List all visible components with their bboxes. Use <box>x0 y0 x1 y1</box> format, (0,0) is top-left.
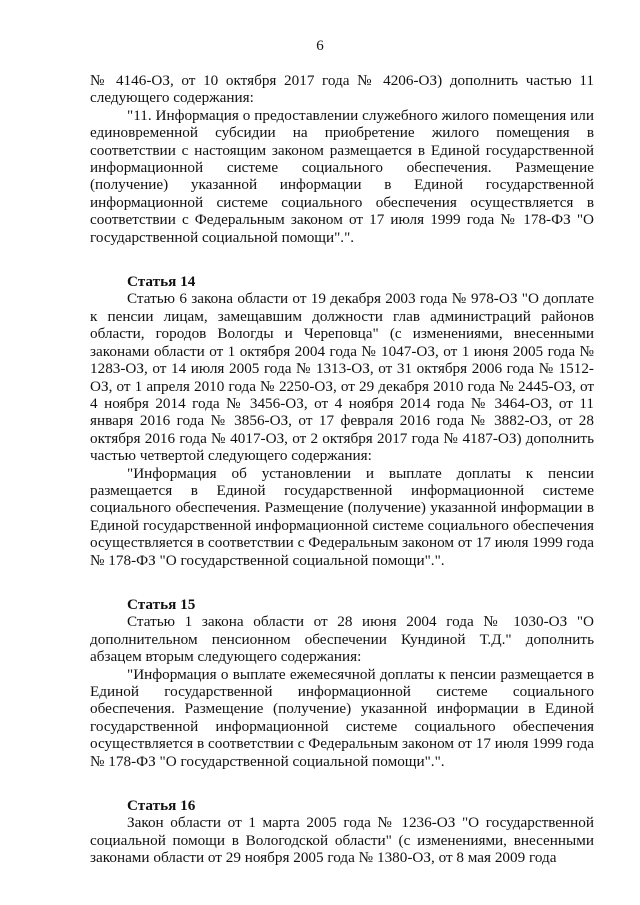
paragraph-quote-part-11: "11. Информация о предоставлении служебного жилого помещения или единовременной субсидии на приобретение жилого помещения в соответствии с настоящим законом размещается в Единой государственной информационной системе социального обеспечения. Размещение (получение) указанной информации в Единой государственной информационной системе социального обеспечения осуществляется в соответствии с Федеральным законом от 17 июля 1999 года № 178-ФЗ "О государственной социальной помощи".". <box>90 106 594 246</box>
article-16-body: Закон области от 1 марта 2005 года № 1236-ОЗ "О государственной социальной помощи в Вологодской области" (с изменениями, внесенными законами области от 29 ноября 2005 года № 1380-ОЗ, от 8 мая 2009 года <box>90 814 594 867</box>
article-15-quote: "Информация о выплате ежемесячной доплаты к пенсии размещается в Единой государственной информационной системе социального обеспечения. Размещение (получение) указанной информации в Единой государственной информационной системе социального обеспечения осуществляется в соответствии с Федеральным законом от 17 июля 1999 года № 178-ФЗ "О государственной социальной помощи".". <box>90 665 594 770</box>
article-14-quote: "Информация об установлении и выплате доплаты к пенсии размещается в Единой государственной информационной системе социального обеспечения. Размещение (получение) указанной информации в Единой государственной информационной системе социального обеспечения осуществляется в соответствии с Федеральным законом от 17 июля 1999 года № 178-ФЗ "О государственной социальной помощи".". <box>90 464 594 569</box>
section-spacer <box>90 770 594 797</box>
paragraph-continuation: № 4146-ОЗ, от 10 октября 2017 года № 4206-ОЗ) дополнить частью 11 следующего содержания: <box>90 72 594 107</box>
section-spacer <box>90 246 594 273</box>
article-heading-15: Статья 15 <box>127 595 196 613</box>
article-15-body: Статью 1 закона области от 28 июня 2004 года № 1030-ОЗ "О дополнительном пенсионном обеспечении Кундиной Т.Д." дополнить абзацем вторым следующего содержания: <box>90 613 594 666</box>
article-14-body: Статью 6 закона области от 19 декабря 2003 года № 978-ОЗ "О доплате к пенсии лицам, замещавшим должности глав администраций районов области, городов Вологды и Череповца" (с изменениями, внесенными законами области от 1 октября 2004 года № 1047-ОЗ, от 1 июня 2005 года № 1283-ОЗ, от 14 июля 2005 года № 1313-ОЗ, от 31 октября 2006 года № 1512-ОЗ, от 1 апреля 2010 года № 2250-ОЗ, от 29 декабря 2010 года № 2445-ОЗ, от 4 ноября 2014 года № 3456-ОЗ, от 4 ноября 2014 года № 3464-ОЗ, от 11 января 2016 года № 3856-ОЗ, от 17 февраля 2016 года № 3882-ОЗ, от 28 октября 2016 года № 4017-ОЗ, от 2 октября 2017 года № 4187-ОЗ) дополнить частью четвертой следующего содержания: <box>90 290 594 465</box>
section-spacer <box>90 569 594 596</box>
document-body <box>90 72 594 867</box>
article-heading-16: Статья 16 <box>127 797 196 815</box>
page-number: 6 <box>316 38 324 54</box>
article-heading-14: Статья 14 <box>127 273 196 291</box>
